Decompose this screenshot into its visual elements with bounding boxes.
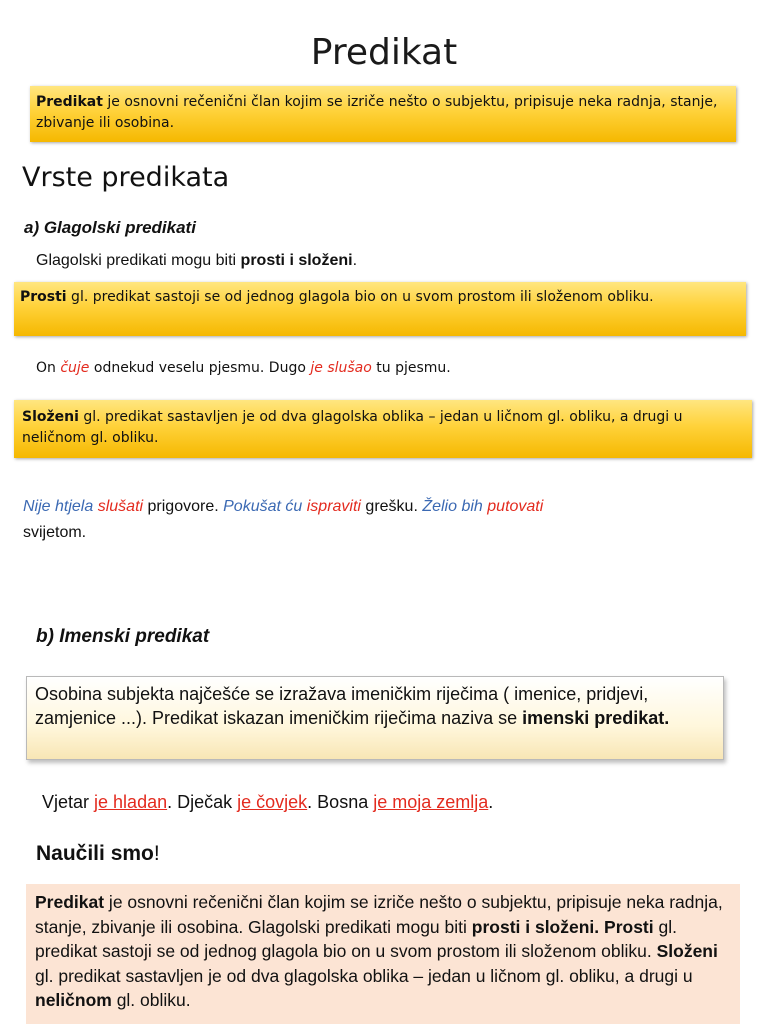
summary-heading-text: Naučili smo bbox=[36, 842, 154, 865]
glagolski-intro-prefix: Glagolski predikati mogu biti bbox=[36, 252, 241, 269]
summary-text: gl. predikat sastoji se od jednog glagola bio on u svom prostom ili složenom obliku. bbox=[35, 916, 677, 961]
glagolski-intro-bold: prosti i složeni bbox=[240, 252, 353, 269]
summary-text: gl. predikat sastavljen je od dva glagolska oblika – jedan u ličnom gl. obliku, a drugi u bbox=[35, 965, 693, 986]
example-personal-form: Želio bih bbox=[422, 498, 483, 515]
example-nominal-predicate: je moja zemlja bbox=[373, 792, 489, 812]
definition-term: Predikat bbox=[36, 94, 103, 110]
summary-heading bbox=[36, 842, 160, 866]
example-infinitive: ispraviti bbox=[306, 498, 361, 515]
imenski-text: Osobina subjekta najčešće se izražava imeničkim riječima ( imenice, pridjevi, zamjenice ...). Predikat iskazan imeničkim riječima naziva se bbox=[35, 684, 649, 728]
example-text: On bbox=[36, 360, 61, 376]
slozeni-term: Složeni bbox=[22, 409, 79, 425]
summary-box bbox=[26, 884, 740, 1024]
example-imenski bbox=[42, 792, 493, 813]
summary-bold: Predikat bbox=[35, 892, 105, 912]
example-predicate: je slušao bbox=[310, 360, 372, 376]
example-text: tu pjesmu. bbox=[371, 360, 451, 376]
example-personal-form: Pokušat ću bbox=[223, 498, 303, 515]
example-predicate: čuje bbox=[60, 360, 90, 376]
example-text: Vjetar bbox=[42, 792, 95, 812]
example-infinitive: slušati bbox=[97, 498, 144, 515]
prosti-box bbox=[14, 282, 746, 336]
example-text: odnekud veselu pjesmu. Dugo bbox=[89, 360, 311, 376]
example-text: svijetom. bbox=[23, 524, 87, 541]
slozeni-box bbox=[14, 400, 752, 458]
example-infinitive: putovati bbox=[487, 498, 544, 515]
summary-heading-suffix: ! bbox=[153, 842, 160, 865]
example-prosti bbox=[36, 360, 451, 376]
summary-bold: prosti i složeni. bbox=[471, 916, 600, 937]
example-personal-form: Nije htjela bbox=[23, 498, 94, 515]
example-text: grešku. bbox=[360, 498, 423, 515]
summary-bold: Prosti bbox=[604, 916, 654, 937]
example-nominal-predicate: je čovjek bbox=[237, 792, 308, 812]
glagolski-heading: a) Glagolski predikati bbox=[24, 218, 196, 237]
example-text: prigovore. bbox=[143, 498, 224, 515]
summary-text: je osnovni rečenični član kojim se izriče nešto o subjektu, pripisuje neka radnja, stanje, zbivanje ili osobina. Glagolski predikati mogu biti bbox=[35, 892, 723, 937]
section-heading: Vrste predikata bbox=[22, 162, 230, 193]
example-text: . Bosna bbox=[307, 792, 374, 812]
summary-text: gl. obliku. bbox=[111, 990, 191, 1010]
summary-bold: neličnom bbox=[35, 990, 112, 1010]
definition-box bbox=[30, 86, 736, 142]
prosti-term: Prosti bbox=[20, 289, 67, 305]
imenski-heading: b) Imenski predikat bbox=[36, 626, 210, 647]
imenski-box bbox=[26, 676, 724, 760]
glagolski-intro-suffix: . bbox=[352, 252, 358, 269]
prosti-text: gl. predikat sastoji se od jednog glagola bio on u svom prostom ili složenom obliku. bbox=[66, 289, 654, 305]
glagolski-intro bbox=[36, 252, 357, 270]
definition-text: je osnovni rečenični član kojim se izriče nešto o subjektu, pripisuje neka radnja, stanje, zbivanje ili osobina. bbox=[36, 94, 718, 131]
summary-bold: Složeni bbox=[656, 941, 718, 961]
example-text: . bbox=[488, 792, 494, 812]
imenski-bold: imenski predikat. bbox=[522, 708, 670, 728]
example-slozeni bbox=[23, 494, 723, 546]
example-text: . Dječak bbox=[167, 792, 238, 812]
example-nominal-predicate: je hladan bbox=[94, 792, 168, 812]
slozeni-text: gl. predikat sastavljen je od dva glagolska oblika – jedan u ličnom gl. obliku, a drugi u neličnom gl. obliku. bbox=[22, 409, 683, 446]
page-title: Predikat bbox=[310, 32, 458, 73]
